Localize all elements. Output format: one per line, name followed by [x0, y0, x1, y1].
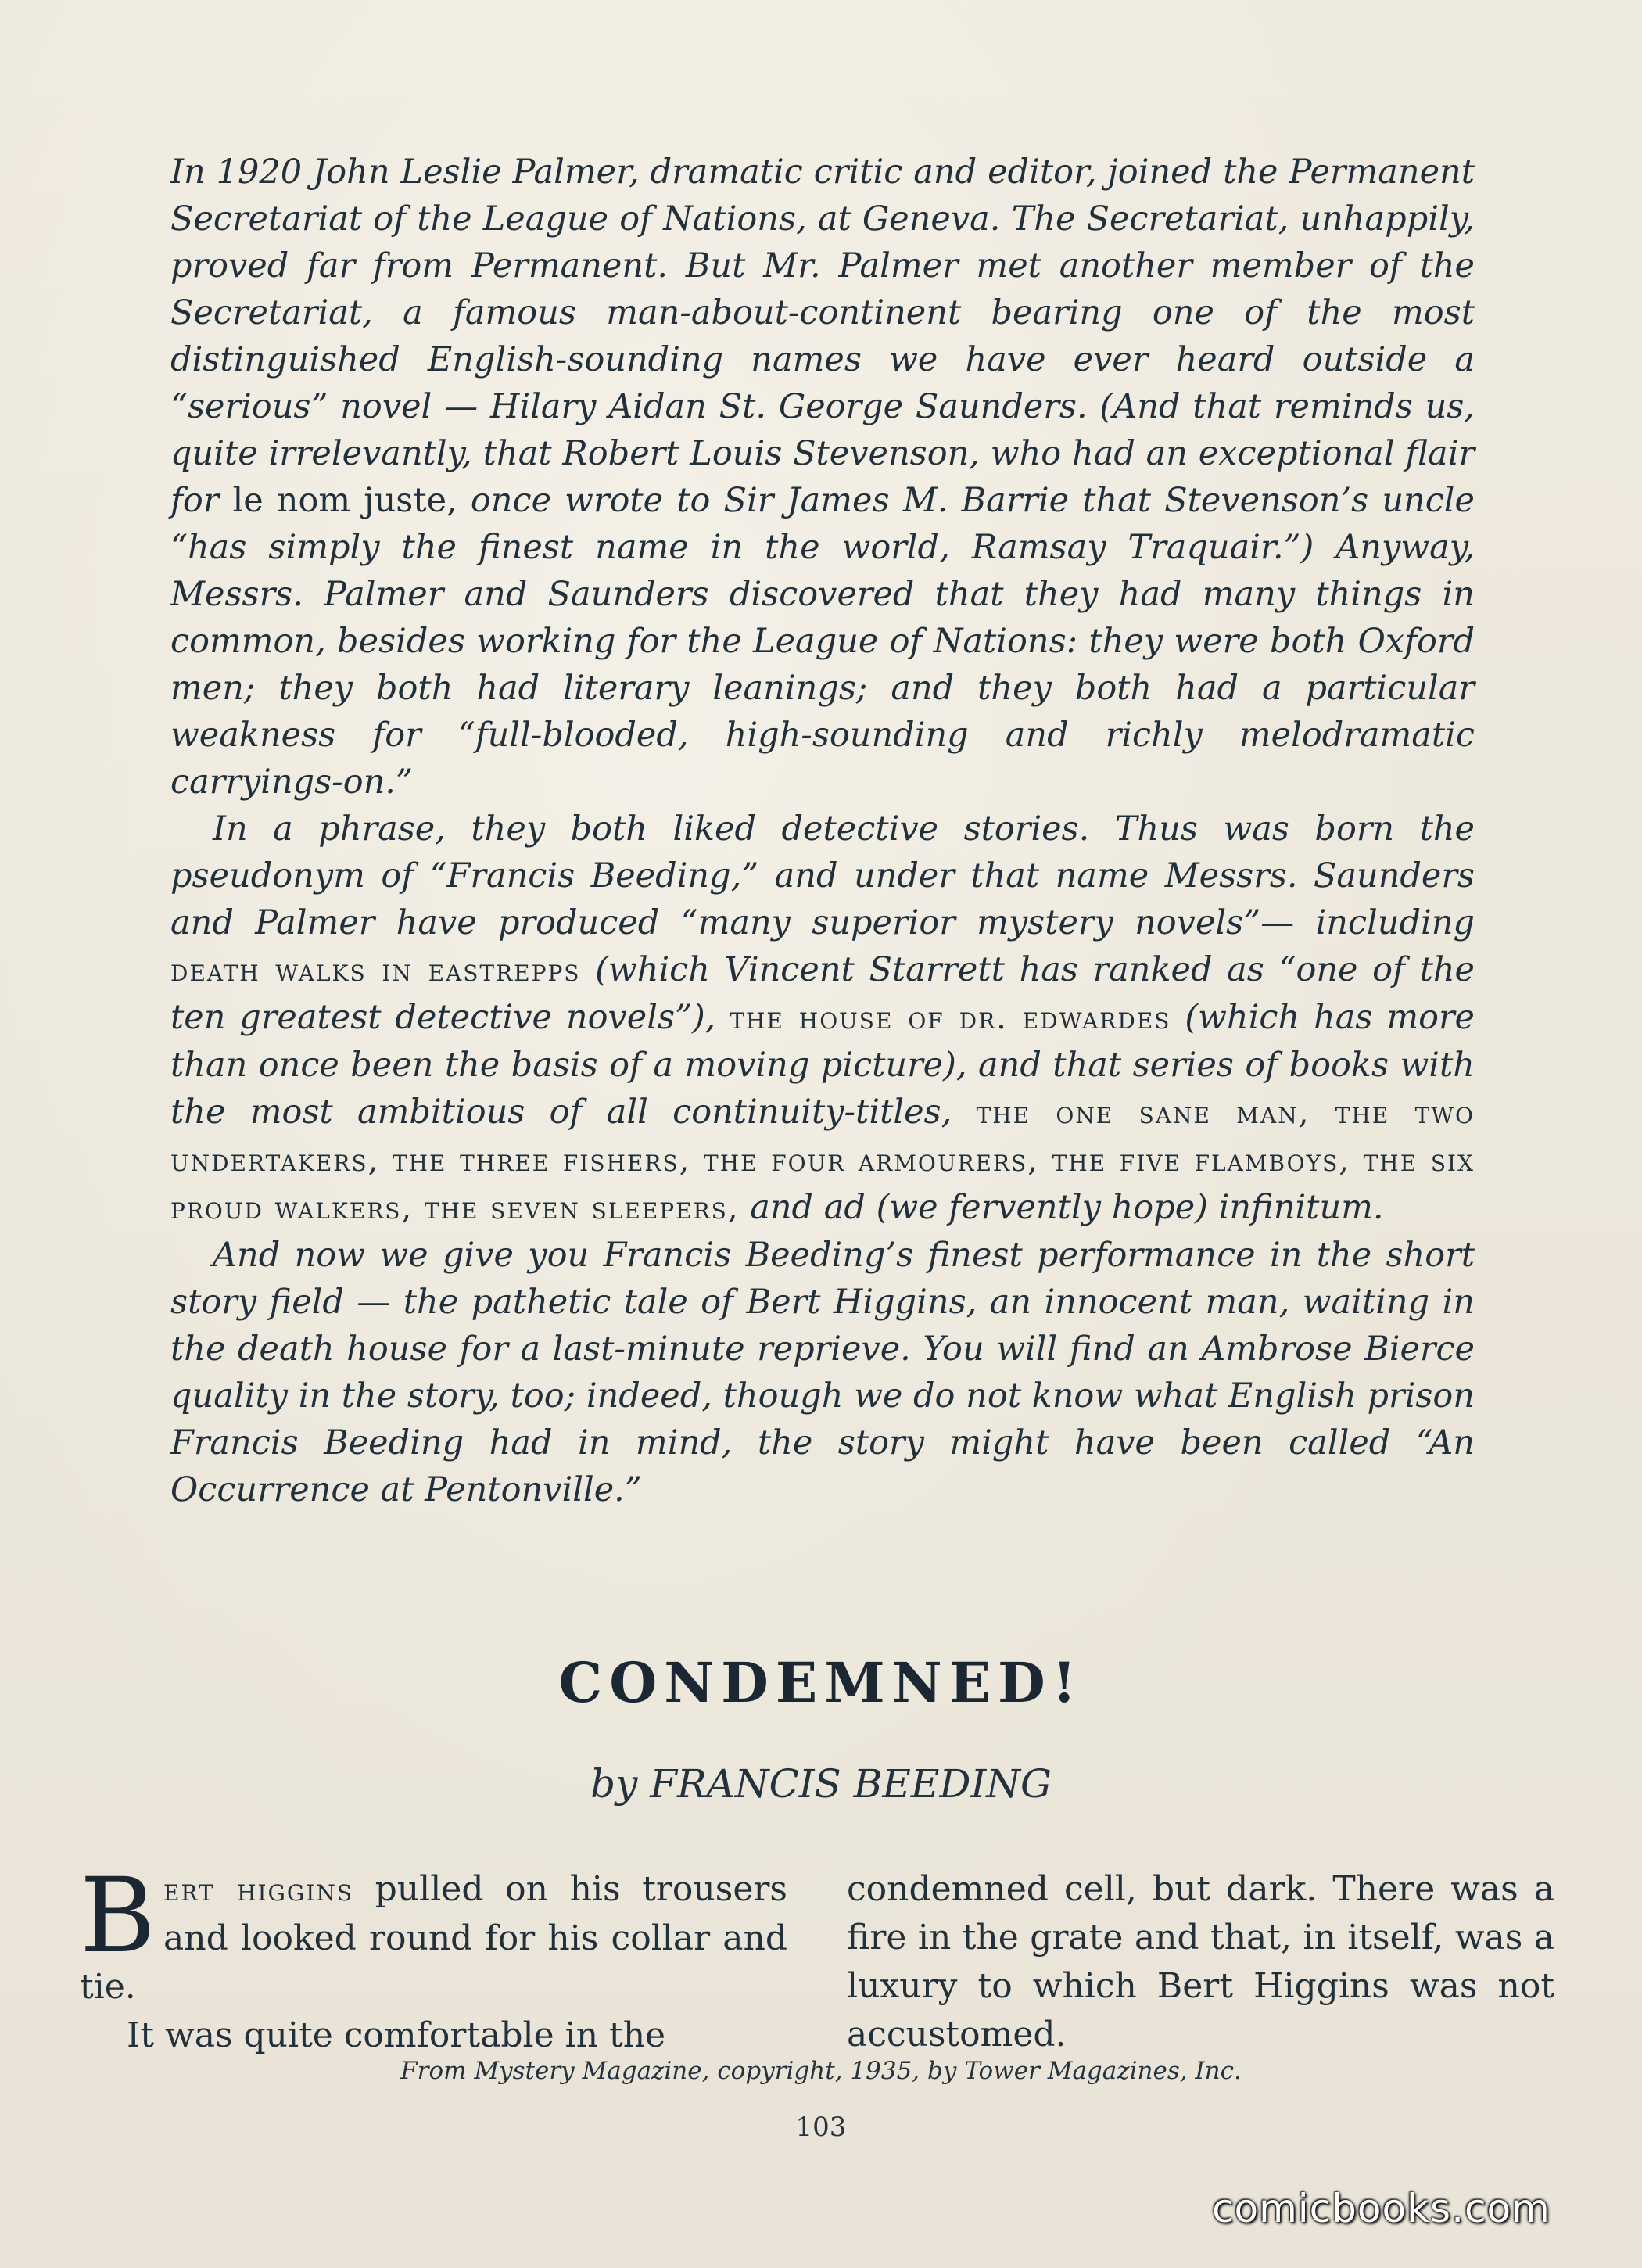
site-watermark: comicbooks.com: [1212, 2186, 1551, 2231]
intro-paragraph-1-continued: once wrote to Sir James M. Barrie that Stevenson’s uncle “has simply the finest name in the world, Ramsay Traquair.”) Anyway, Messrs. Palmer and Saunders discovered that they had many things in common, besides working for the League of Nations: they were both Oxford men; they both had literary leanings; and they both had a particular weakness for “full-blooded, high-sounding and richly melodramatic carryings-on.”: [170, 481, 1475, 802]
intro-paragraph-1-text: In 1920 John Leslie Palmer, dramatic critic and editor, joined the Permanent Secretariat of the League of Nations, at Geneva. The Secretariat, unhappily, proved far from Permanent. But Mr. Palmer met another member of the Secretariat, a famous man-about-continent bearing one of the most distinguished English-sounding names we have ever heard outside a “serious” novel — Hilary Aidan St. George Saunders. (And that reminds us, quite irrelevantly, that Robert Louis Stevenson, who had an exceptional flair for: [170, 153, 1475, 520]
le-nom-juste-phrase: le nom juste,: [219, 481, 457, 520]
intro-paragraph-2-part-c: (which has more than once been the basis of a moving picture), and that series of books with the most ambitious of all continuity-titles,: [170, 998, 1475, 1132]
copyright-notice: From Mystery Magazine, copyright, 1935, by Tower Magazines, Inc.: [400, 2057, 1242, 2085]
story-paragraph-2-continued: condemned cell, but dark. There was a fire in the grate and that, in itself, was a luxury to which Bert Higgins was not accustomed.: [847, 1869, 1554, 2054]
intro-paragraph-1: [170, 149, 1475, 806]
story-byline: by FRANCIS BEEDING: [590, 1761, 1052, 1807]
intro-paragraph-2-part-d: and ad (we fervently hope) infinitum.: [739, 1188, 1384, 1227]
drop-cap: B: [80, 1856, 156, 1976]
lead-in-smallcaps: ert higgins: [163, 1872, 354, 1908]
story-column-left: [80, 1856, 787, 2060]
editorial-introduction: [170, 149, 1475, 1513]
book-title-death-walks: death walks in eastrepps: [170, 953, 581, 989]
story-paragraph-1-text: pulled on his trousers and looked round for his collar and tie.: [80, 1869, 787, 2007]
intro-paragraph-3: And now we give you Francis Beeding’s finest performance in the short story field — the pathetic tale of Bert Higgins, an innocent man, waiting in the death house for a last-minute reprieve. You will find an Ambrose Bierce quality in the story, too; indeed, though we do not know what English prison Francis Beeding had in mind, the story might have been called “An Occurrence at Pentonville.”: [170, 1236, 1475, 1509]
story-paragraph-1: [80, 1856, 787, 2011]
story-title: CONDEMNED!: [558, 1650, 1084, 1715]
story-column-right: [847, 1865, 1554, 2059]
intro-paragraph-2: [170, 806, 1475, 1232]
book-title-house-of-dr-edwardes: the house of dr. edwardes: [730, 1000, 1171, 1036]
page-number: 103: [795, 2112, 847, 2143]
intro-paragraph-2-part-b: (which Vincent Starrett has ranked as “one of the ten greatest detective novels”),: [170, 950, 1475, 1037]
story-paragraph-2: It was quite comfortable in the: [127, 2015, 666, 2055]
intro-paragraph-2-part-a: In a phrase, they both liked detective stories. Thus was born the pseudonym of “Francis Beeding,” and under that name Messrs. Saunders and Palmer have produced “many superior mystery novels”— including: [170, 809, 1475, 942]
book-series-titles: the one sane man, the two undertakers, the three fishers, the four armourers, the five flamboys, the six proud walkers, the seven sleepers,: [170, 1095, 1475, 1226]
